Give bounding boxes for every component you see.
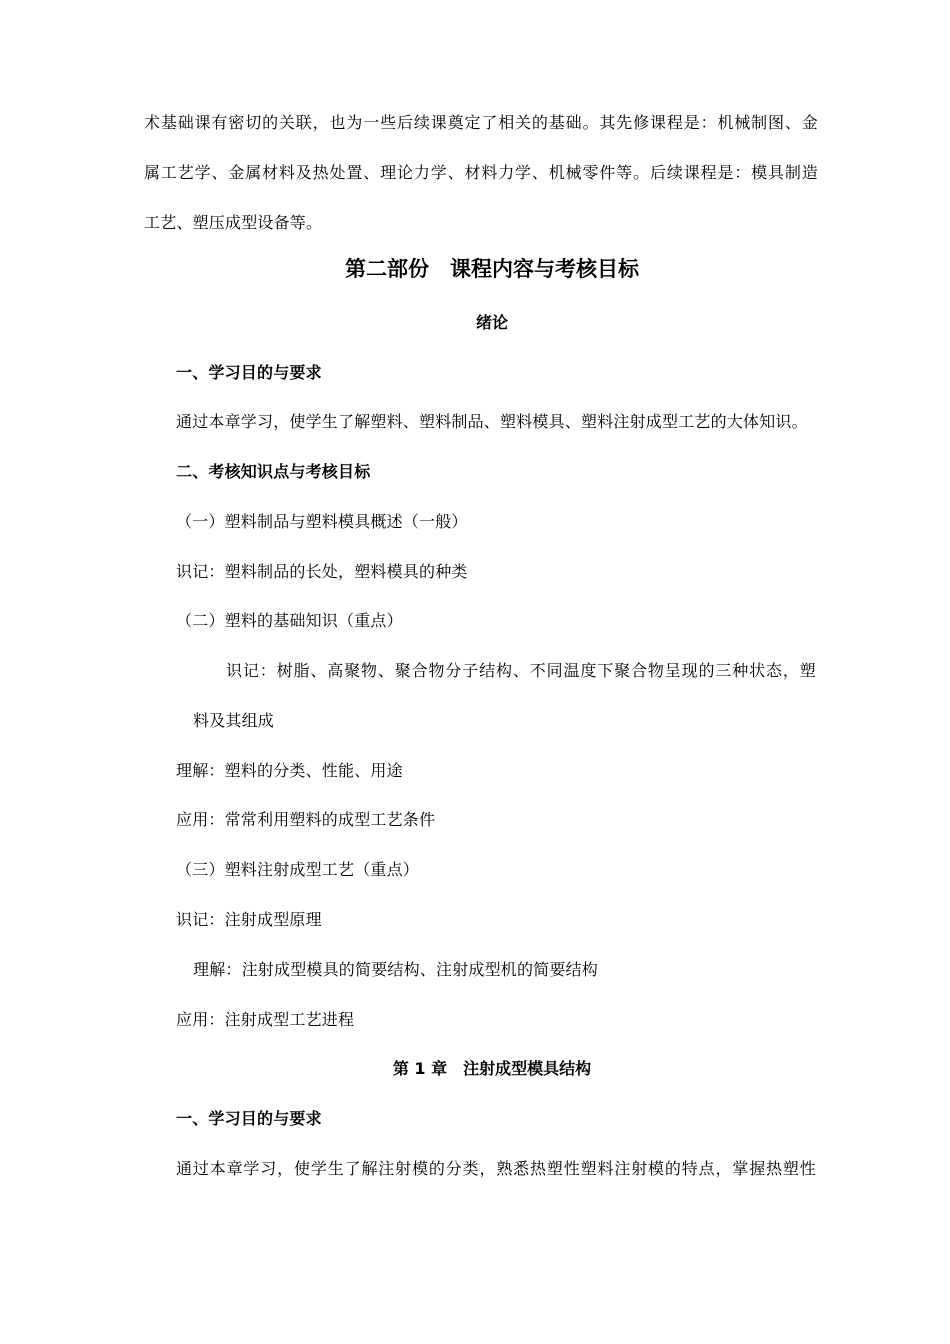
part-title: 第二部份 课程内容与考核目标 (345, 257, 639, 281)
list-item: 料及其组成 (193, 711, 275, 730)
intro-sec1-text: 通过本章学习，使学生了解塑料、塑料制品、塑料模具、塑料注射成型工艺的大体知识。 (176, 412, 808, 431)
intro-line-2: 属工艺学、金属材料及热处置、理论力学、材料力学、机械零件等。后续课程是：模具制造 (144, 163, 818, 182)
list-item: 识记：树脂、高聚物、聚合物分子结构、不同温度下聚合物呈现的三种状态，塑 (226, 661, 816, 680)
list-item: 应用：常常利用塑料的成型工艺条件 (176, 810, 436, 829)
intro-line-1: 术基础课有密切的关联，也为一些后续课奠定了相关的基础。其先修课程是：机械制图、金 (144, 113, 818, 132)
chapter1-sec1-heading: 一、学习目的与要求 (176, 1109, 322, 1128)
section-title-intro: 绪论 (475, 313, 508, 332)
chapter1-sec1-text: 通过本章学习，使学生了解注射模的分类，熟悉热塑性塑料注射模的特点，掌握热塑性 (176, 1159, 816, 1178)
intro-sec2-heading: 二、考核知识点与考核目标 (176, 462, 371, 481)
list-item: （一）塑料制品与塑料模具概述（一般） (176, 512, 468, 531)
list-item: 识记：塑料制品的长处，塑料模具的种类 (176, 562, 468, 581)
list-item: 识记：注射成型原理 (176, 910, 322, 929)
list-item: （三）塑料注射成型工艺（重点） (176, 860, 420, 879)
list-item: 应用：注射成型工艺进程 (176, 1010, 355, 1029)
list-item: （二）塑料的基础知识（重点） (176, 611, 403, 630)
intro-line-3: 工艺、塑压成型设备等。 (144, 213, 323, 232)
chapter1-title: 第 1 章 注射成型模具结构 (392, 1059, 592, 1078)
list-item: 理解：注射成型模具的简要结构、注射成型机的简要结构 (193, 960, 599, 979)
list-item: 理解：塑料的分类、性能、用途 (176, 761, 403, 780)
intro-sec1-heading: 一、学习目的与要求 (176, 363, 322, 382)
